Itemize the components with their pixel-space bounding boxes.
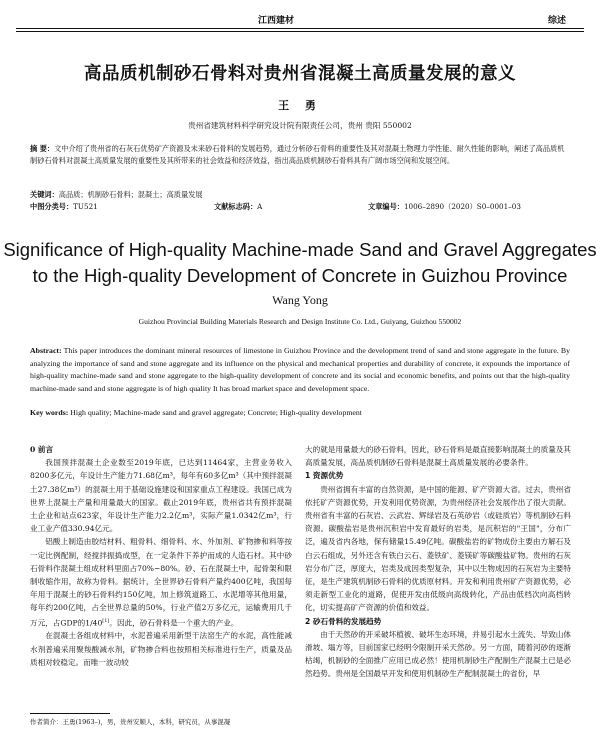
en-title	[0, 237, 600, 289]
paragraph-2-end: 。因此，砂石骨料是一个重大的产业。	[109, 618, 239, 628]
paragraph-2	[30, 535, 292, 629]
journal-name: 江西建材	[258, 16, 295, 26]
article-value: 1006–2890（2020）S0–0001–03	[403, 202, 521, 211]
en-abstract-label: Abstract:	[30, 346, 62, 355]
paragraph-continued: 大的就是用量最大的砂石骨料，因此，砂石骨料是最直接影响混凝土的质量及其高质量发展，高品质机制砂石骨料是混凝土高质量发展的必要条件。	[305, 445, 571, 468]
doc-code	[214, 201, 262, 213]
en-title-line1: Significance of High-quality Machine-made Sand and Gravel Aggregates	[3, 239, 597, 260]
footnote-rule	[30, 713, 110, 714]
paragraph-resources: 贵州省拥有丰富的自然资源，是中国的能源、矿产资源大省。过去，贵州省依托矿产资源优势，开发利用优势资源，为贵州经济社会发展作出了很大贡献。贵州省有丰富的石灰岩、云武岩、辉绿岩及石英砂岩（或硅质岩）等机制砂石料资源。碳酸盐岩是贵州沉积岩中发育最好的岩类，是沉积岩的"王国"，分布广泛，遍及省内各地，保有储量15.49亿吨。碳酸盐岩的矿物成份主要由方解石及白云石组成，另外还含有铁白云石、菱铁矿、菱镁矿等碳酸盐矿物。贵州的石灰岩分布广泛，厚度大，岩类及成因类型复杂，其中以生物成因的石灰岩为主要特征，是生产建筑机制砂石骨料的优质原材料。开发和利用贵州矿产资源优势，必须走新型工业化的道路，促使开发由低级向高级转化，产品由低档次向高档转化，切实提高矿产资源的价值和效益。	[305, 484, 571, 613]
cn-author: 王 勇	[278, 99, 322, 112]
doc-value: A	[257, 202, 263, 211]
en-abstract	[30, 345, 570, 395]
header-rule-thin	[16, 31, 584, 32]
doc-label: 文献标志码：	[214, 202, 258, 211]
paragraph-3: 在混凝土各组成材料中，水泥普遍采用新型干法窑生产的水泥，高性能减水剂普遍采用聚羧酸减水剂，矿物掺合料也按照相关标准进行生产，质量及品质相对较稳定。而唯一波动较	[30, 631, 292, 667]
header-rule	[16, 28, 584, 29]
cn-abstract-text: 文中介绍了贵州省的石灰石优势矿产资源及未来砂石骨料的发展趋势，通过分析砂石骨料的重要性及其对混凝土物理力学性能、耐久性能的影响，阐述了高品质机制砂石骨料对混凝土高质量发展的重要性及其所带来的社会效益和经济效益，指出高品质机制砂石骨料具有广阔市场空间和发展空间。	[30, 144, 565, 165]
en-keywords-text: High quality; Machine-made sand and gravel aggregate; Concrete; High-quality development	[70, 408, 362, 417]
article-number	[368, 201, 521, 213]
en-keywords	[30, 408, 570, 417]
section-heading-1: 1 资源优势	[305, 471, 344, 481]
cn-keywords-label: 关键词：	[30, 190, 59, 199]
cn-affiliation: 贵州省建筑材料科学研究设计院有限责任公司，贵州 贵阳 550002	[188, 121, 412, 130]
paragraph-2-text: 铝酸上制造由胶结材料、粗骨料、细骨料、水、外加剂、矿物掺和料等按一定比例配制，经搅拌振捣成型，在一定条件下养护而成的人造石材。其中砂石骨料作混凝土组成材料里面占70%~80%。砂、石在混凝土中，起骨架和限制收缩作用，故称为骨料。据统计，全世界砂石骨料产量约400亿吨，我国每年用于混凝土的砂石骨料约150亿吨，加上修筑道路工、水泥增等其他用量，每年约200亿吨，占全世界总量的50%，行业产值2万多亿元，运输费用几千万元，占GDP的1/40	[30, 537, 292, 628]
right-column	[305, 443, 571, 681]
cn-title: 高品质机制砂石骨料对贵州省混凝土高质量发展的意义	[84, 64, 516, 84]
article-label: 文章编号：	[368, 202, 404, 211]
cn-abstract-label: 摘 要：	[30, 144, 55, 153]
cn-keywords-text: 高品质；机制砂石骨料；混凝土；高质量发展	[58, 190, 203, 199]
clc-label: 中图分类号：	[30, 202, 74, 211]
left-column	[30, 443, 292, 669]
paragraph-1: 我国预拌混凝土企业数至2019年底，已达到11464家，主营业务收入8200多亿元，年设计生产能力71.68亿m³，每年有60多亿m³（其中预拌混凝土27.38亿m³）的混凝土用于基础设施建设和国家重点工程建设。我国已成为世界上混凝土产量和用量最大的国家。截止2019年底，贵州省共有预拌混凝土企业和站点623家，年设计生产能力2.2亿m³，实际产量1.0342亿m³，行业工业产值330.94亿元。	[30, 458, 292, 534]
clc-value: TU521	[73, 202, 98, 211]
en-abstract-text: This paper introduces the dominant mineral resources of limestone in Guizhou Province and the development trend of sand and stone aggregate in the future. By analyzing the importance of sand and stone aggregate and its influence on the physical and mechanical properties and durability of concrete, it expounds the importance of high-quality machine-made sand and stone aggregate to the high-quality development of concrete and its social and economic benefits, and points out that the high-quality machine-made sand and stone aggregate is of high quality It has broad market space and development space.	[30, 346, 570, 393]
clc-number	[30, 201, 98, 213]
en-author: Wang Yong	[272, 293, 328, 307]
en-keywords-label: Key words:	[30, 408, 69, 417]
en-title-line2: to the High-quality Development of Concrete in Guizhou Province	[32, 265, 568, 286]
cn-abstract	[30, 143, 570, 166]
section-label: 综述	[548, 16, 567, 26]
citation: [1]	[102, 617, 110, 624]
section-heading-0: 0 前言	[30, 445, 54, 454]
en-affiliation: Guizhou Provincial Building Materials Research and Design Institute Co. Ltd., Guiyang, Guizhou 550002	[138, 317, 462, 326]
footnote: 作者简介：王勇(1963–)，男，贵州安顺人，本科，研究员，从事混凝	[30, 718, 231, 726]
paragraph-trend: 由于天然砂的开采破坏植被、破坏生态环境，并易引起水土流失、导致山体滑坡、塌方等，目前国家已经明令限制开采天然砂。另一方面，随着河砂的逐渐枯竭，机制砂的全面推广应用已成必然！使用机制砂生产配制生产混凝土已是必然趋势。贵州是全国最早开发和使用机制砂生产配制混凝土的省份，早	[305, 629, 571, 679]
section-heading-2: 2 砂石骨料的发展趋势	[305, 616, 382, 626]
cn-keywords	[30, 189, 570, 201]
